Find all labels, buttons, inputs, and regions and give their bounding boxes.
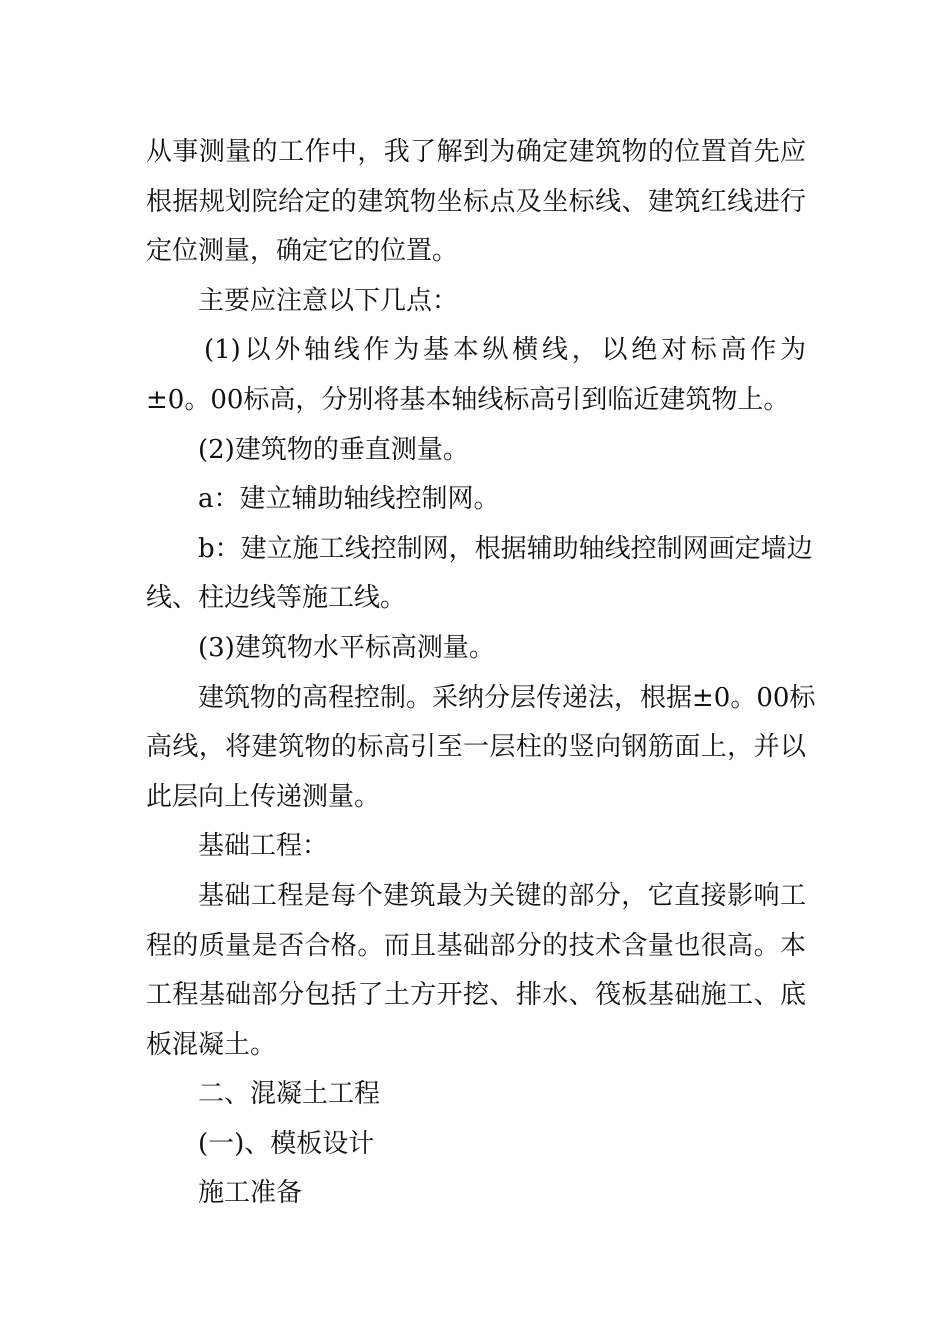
paragraph-line: 基础工程是每个建筑最为关键的部分，它直接影响工 (198, 880, 806, 911)
list-item-line: (3)建筑物水平标高测量。 (198, 632, 495, 663)
subsection-heading: (一)、模板设计 (198, 1128, 375, 1159)
paragraph-line: 板混凝土。 (146, 1029, 277, 1060)
list-item-line: 线、柱边线等施工线。 (146, 583, 407, 614)
paragraph-line: 定位测量，确定它的位置。 (146, 236, 459, 267)
paragraph-line: 主要应注意以下几点： (198, 285, 459, 316)
paragraph-line: 根据规划院给定的建筑物坐标点及坐标线、建筑红线进行 (146, 186, 806, 217)
paragraph-line: 此层向上传递测量。 (146, 781, 381, 812)
section-heading: 基础工程： (198, 831, 329, 862)
paragraph-line: 高线，将建筑物的标高引至一层柱的竖向钢筋面上，并以 (146, 732, 806, 763)
subsection-heading: 施工准备 (198, 1178, 303, 1209)
paragraph-line: 从事测量的工作中，我了解到为确定建筑物的位置首先应 (146, 137, 806, 167)
paragraph-line: 程的质量是否合格。而且基础部分的技术含量也很高。本 (146, 930, 806, 961)
document-body (146, 128, 816, 1219)
list-item-line: (1)以外轴线作为基本纵横线，以绝对标高作为 (204, 335, 806, 366)
paragraph-line: 建筑物的高程控制。采纳分层传递法，根据±0。00标 (198, 682, 816, 713)
section-heading: 二、混凝土工程 (198, 1079, 381, 1110)
list-item-line: (2)建筑物的垂直测量。 (198, 434, 469, 465)
paragraph-line: 工程基础部分包括了土方开挖、排水、筏板基础施工、底 (146, 980, 806, 1011)
list-item-line: b：建立施工线控制网，根据辅助轴线控制网画定墙边 (198, 533, 813, 564)
list-item-line: a：建立辅助轴线控制网。 (198, 484, 500, 515)
list-item-line: ±0。00标高，分别将基本轴线标高引到临近建筑物上。 (146, 384, 790, 415)
